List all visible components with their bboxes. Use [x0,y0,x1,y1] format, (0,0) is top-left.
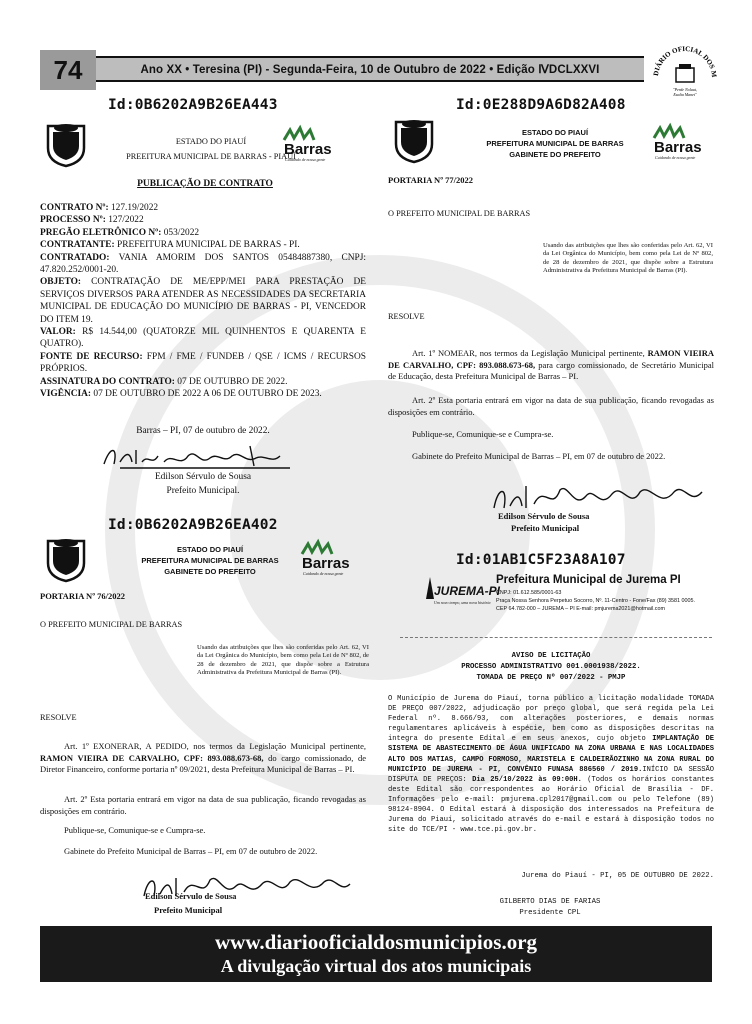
signer-role: Presidente CPL [519,909,581,917]
aviso-object: IMPLANTAÇÃO DE SISTEMA DE ABASTECIMENTO DE ÁGUA UNIFICADO NA ZONA URBANA E NAS LOCALIDADES ALTO DOS MATIAS, CAMPO FORMOSO, MARISTELA E CALDEIRÃOZINHO NA ZONA RURAL DO MUNICÍPIO DE JUREMA - PI, CONVÊNIO FUNASA 886560 / 2019. [388,735,714,774]
edition-header: Ano XX • Teresina (PI) - Segunda-Feira, 10 de Outubro de 2022 • Edição ⅣDCLXXVI [96,56,644,82]
art1-text: Art. 1º NOMEAR, nos termos da Legislação Municipal pertinente, [412,348,648,358]
svg-text:Cuidando de nossa gente: Cuidando de nossa gente [655,155,696,160]
doc-id: Id:0E288D9A6D82A408 [456,97,626,113]
barras-logo [650,124,712,167]
usando-paragraph: Usando das atribuições que lhes são conferidas pelo Art. 62, VI da Lei Orgânica do Município, bem como pela Lei de Nº 802, de 28 de dezembro de 2021, que dispõe sobre a Estrutura Administrativa da Prefeitura Municipal de Barras (PI). [197,644,369,676]
diario-seal [648,38,722,112]
footer-url[interactable]: www.diariooficialdosmunicipios.org [214,930,538,954]
jurema-cep: CEP 64.782-000 – JUREMA – PI E-mail: pmjurema2021@hotmail.com [496,606,665,612]
contract-field [40,276,366,326]
signer-name: Edilson Sérvulo de Sousa [498,511,590,521]
field-label: CONTRATADO: [40,252,110,263]
contract-field [40,239,366,251]
signer-role: Prefeito Municipal [511,523,580,533]
tomada-line: TOMADA DE PREÇO Nº 007/2022 - PMJP [476,674,626,682]
aviso-date: Jurema do Piauí - PI, 05 DE OUTUBRO DE 2022. [521,872,714,880]
article-2: Art. 2º Esta portaria entrará em vigor na data de sua publicação, ficando revogadas as disposições em contrário. [388,395,714,417]
resolve-label: RESOLVE [40,713,77,722]
svg-text:Exalta Manet": Exalta Manet" [673,92,697,97]
aviso-text: (Todos os horários constantes deste Edital são correspondentes ao Horário Oficial de Brasília - DF. Informações pelo e-mail: pmjurema.cpl2017@gmail.com ou pelo Telefone (89) 98124-8904. O Edital estará à disposição dos interessados na Prefeitura de Jurema do Piauí, solicitado através do e-mail e estará à disposição todos no site do TCE/PI - www.tce.pi.gov.br. [388,775,714,835]
jurema-prefeitura: Prefeitura Municipal de Jurema PI [496,574,681,586]
art1-text: do cargo comissionado, de Diretor Financeiro, conforme portaria nº 09/2021, desta Prefeitura Municipal de Barras – PI. [40,752,366,774]
field-label: CONTRATO Nº: [40,203,109,213]
article-1 [388,348,714,383]
doc-id: Id:0B6202A9B26EA402 [108,517,278,533]
prefeito-intro: O PREFEITO MUNICIPAL DE BARRAS [40,620,183,629]
svg-text:JUREMA-PI: JUREMA-PI [434,584,501,598]
state-label: ESTADO DO PIAUÍ [176,545,244,554]
page-number: 74 [40,50,96,90]
contract-fields [40,202,366,401]
resolve-label: RESOLVE [388,312,425,321]
barras-logo [280,126,342,169]
field-label: ASSINATURA DO CONTRATO: [40,376,175,387]
field-value: 127/2022 [105,215,144,226]
publique-line: Publique-se, Comunique-se e Cumpra-se. [64,825,206,835]
signer-role: Prefeito Municipal. [166,486,240,496]
processo-line: PROCESSO ADMINISTRATIVO 001.0001938/2022. [461,663,641,671]
aviso-title: AVISO DE LICITAÇÃO [511,652,591,660]
portaria-number: PORTARIA Nº 76/2022 [40,591,125,601]
svg-text:Barras: Barras [654,139,702,156]
svg-text:Cuidando de nossa gente: Cuidando de nossa gente [303,571,344,576]
barras-logo [298,540,360,583]
contract-field [40,227,366,239]
svg-text:"Perde Nolaut,: "Perde Nolaut, [673,87,697,92]
jurema-logo [420,573,501,609]
field-value: 07 DE OUTUBRO DE 2022 A 06 DE OUTUBRO DE 2023. [91,389,322,400]
svg-text:Barras: Barras [302,555,350,572]
doc-id: Id:01AB1C5F23A8A107 [456,552,626,568]
field-label: PROCESSO Nº: [40,215,106,226]
jurema-cnpj: CNPJ: 01.612.585/0001-63 [496,590,562,596]
field-value: FPM / FME / FUNDEB / QSE / ICMS / RECURSOS PRÓPRIOS. [40,351,366,375]
contract-field [40,214,366,226]
gabinete-line: Gabinete do Prefeito Municipal de Barras – PI, em 07 de outubro de 2022. [64,846,318,856]
field-value: PREFEITURA MUNICIPAL DE BARRAS - PI. [114,240,300,251]
contract-field [40,388,366,400]
jurema-address: Praça Nossa Senhora Perpetuo Socorro, Nº. 11-Centro - Fone/Fax (89) 3581 0005. [496,598,696,604]
coat-of-arms-logo [44,122,88,173]
field-value: VANIA AMORIM DOS SANTOS 05484887380, CNPJ: 47.820.252/0001-20. [40,252,366,276]
art1-person: RAMON VIEIRA DE CARVALHO, CPF: 893.088.673-68, [40,752,264,763]
contract-field [40,376,366,388]
footer-tagline: A divulgação virtual dos atos municipais [220,956,532,976]
field-value: 053/2022 [161,227,200,238]
usando-paragraph: Usando das atribuições que lhes são conferidas pelo Art. 62, VI da Lei Orgânica do Município, bem como pela Lei de Nº 802, de 28 de dezembro de 2021, que dispõe sobre a Estrutura Administrativa da Prefeitura Municipal de Barras (PI). [543,242,713,274]
contract-field [40,326,366,351]
gabinete-line: Gabinete do Prefeito Municipal de Barras – PI, em 07 de outubro de 2022. [412,451,666,461]
divider [400,637,712,638]
signer-role: Prefeito Municipal [154,905,223,915]
doc-id: Id:0B6202A9B26EA443 [108,97,278,113]
contract-field [40,351,366,376]
doc-title: PUBLICAÇÃO DE CONTRATO [137,179,273,189]
footer-banner [40,926,712,982]
field-value: 127.19/2022 [108,203,159,213]
art1-text: para cargo comissionado, de Secretário Municipal de Educação, desta Prefeitura Municipal de Barras – PI. [388,359,714,381]
aviso-body [388,694,714,835]
field-label: VALOR: [40,327,76,338]
state-label: ESTADO DO PIAUÍ [175,137,247,146]
field-label: FONTE DE RECURSO: [40,351,143,362]
publique-line: Publique-se, Comunique-se e Cumpra-se. [412,429,554,439]
svg-text:Um novo tempo, uma nova histór: Um novo tempo, uma nova história [434,600,491,605]
svg-text:Cuidando de nossa gente: Cuidando de nossa gente [285,157,326,162]
prefeitura-label: PREFEITURA MUNICIPAL DE BARRAS [486,139,624,148]
aviso-text: O Município de Jurema do Piauí, torna público a licitação modalidade TOMADA DE PREÇO 007/2022, adjudicação por preço global, que será regida pela Lei Federal nº. 8.666/93, com alterações posteriores, e demais normas regulamentares aplicáveis à espécie, bem como as disposições descritas na integra do presente Edital e em seus anexos, cujo objeto [388,695,714,744]
coat-of-arms-logo [392,118,436,169]
art1-text: Art. 1º EXONERAR, A PEDIDO, nos termos da Legislação Municipal pertinente, [64,741,366,751]
gabinete-label: GABINETE DO PREFEITO [164,567,256,576]
aviso-session-date: Dia 25/10/2022 às 09:00H. [472,775,582,784]
signer-name: Edilson Sérvulo de Sousa [154,472,252,482]
field-label: OBJETO: [40,277,81,288]
contract-field [40,202,366,214]
prefeito-intro: O PREFEITO MUNICIPAL DE BARRAS [388,209,531,218]
svg-text:Barras: Barras [284,141,332,158]
field-value: R$ 14.544,00 (QUATORZE MIL QUINHENTOS E QUARENTA E QUATRO). [40,327,366,350]
aviso-text: INÍCIO DA SESSÃO DISPUTA DE PREÇOS: [388,765,714,784]
art1-person: RAMON VIEIRA DE CARVALHO, CPF: 893.088.673-68, [388,348,714,370]
field-value: 07 DE OUTUBRO DE 2022. [174,376,288,387]
coat-of-arms-logo [44,537,88,588]
field-label: VIGÊNCIA: [40,389,92,400]
gabinete-label: GABINETE DO PREFEITO [509,150,601,159]
field-label: PREGÃO ELETRÔNICO Nº: [40,227,162,238]
signature-image [140,870,360,909]
article-1 [40,741,366,776]
prefeitura-label: PREEITURA MUNICIPAL DE BARRAS - PIAUÍ [126,152,296,161]
prefeitura-label: PREFEITURA MUNICIPAL DE BARRAS [141,556,279,565]
field-label: CONTRATANTE: [40,240,115,251]
state-label: ESTADO DO PIAUÍ [521,128,589,137]
place-date: Barras – PI, 07 de outubro de 2022. [136,426,270,436]
signer-name: GILBERTO DIAS DE FARIAS [499,898,601,906]
portaria-number: PORTARIA Nº 77/2022 [388,175,473,185]
contract-field [40,252,366,277]
signer-name: Edilson Sérvulo de Sousa [145,891,237,901]
article-2: Art. 2º Esta portaria entrará em vigor na data de sua publicação, ficando revogadas as disposições em contrário. [40,794,366,816]
svg-text:DIÁRIO OFICIAL DOS MUNICÍPIOS: DIÁRIO OFICIAL DOS M [652,44,719,78]
field-value: CONTRATAÇÃO DE ME/EPP/MEI PARA PRESTAÇÃO DE SERVIÇOS DIVERSOS PARA ATENDER AS NECESSIDADES DA SECRETARIA MUNICIPAL DE EDUCAÇÃO DO MUNICÍPIO DE BARRAS - PI, VENCEDOR DO ITEM 19. [40,277,366,325]
